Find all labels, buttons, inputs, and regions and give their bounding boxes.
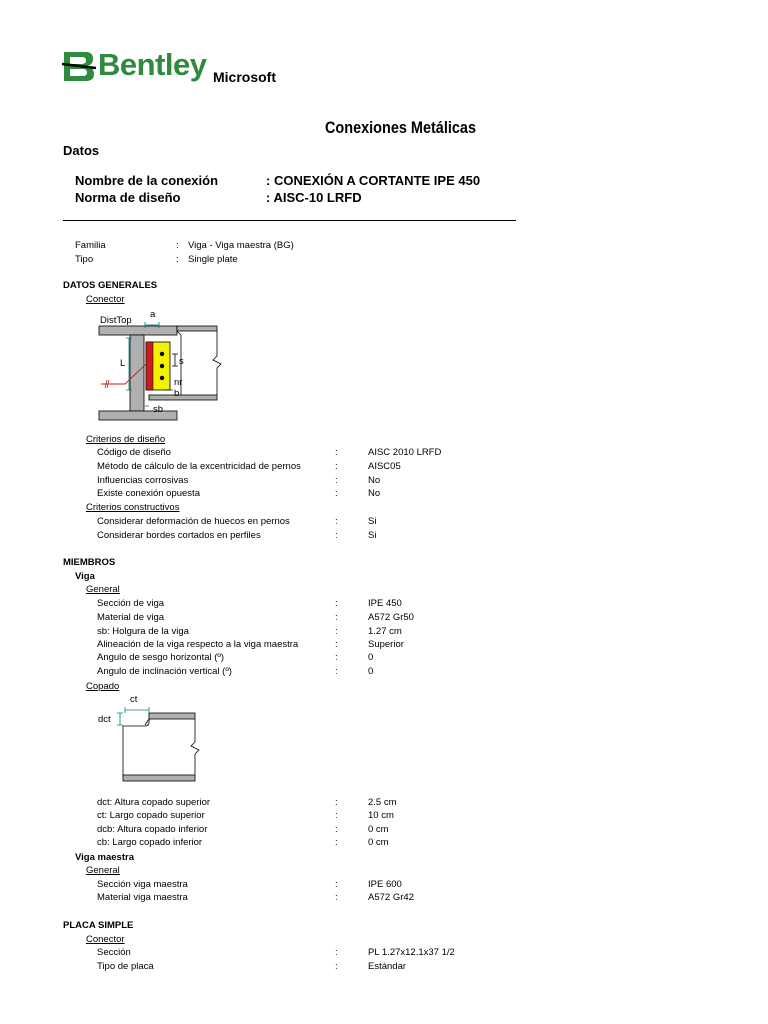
row-label: Angulo de sesgo horizontal (º) bbox=[97, 652, 225, 663]
row-value: 0 bbox=[368, 666, 374, 677]
row-label: dcb: Altura copado inferior bbox=[97, 824, 208, 835]
row-label: Material viga maestra bbox=[97, 892, 188, 903]
row-colon: : bbox=[335, 652, 338, 663]
copado-label-ct: ct bbox=[130, 694, 138, 705]
row-colon: : bbox=[335, 475, 338, 486]
viga-heading: Viga bbox=[75, 571, 95, 582]
row-value: IPE 600 bbox=[368, 879, 402, 890]
placa-conector-subheading: Conector bbox=[86, 934, 125, 945]
datos-heading: Datos bbox=[63, 143, 100, 158]
row-value: 2.5 cm bbox=[368, 797, 397, 808]
row-value: AISC 2010 LRFD bbox=[368, 447, 442, 458]
row-label: Existe conexión opuesta bbox=[97, 488, 200, 499]
row-label: cb: Largo copado inferior bbox=[97, 837, 203, 848]
row-colon: : bbox=[335, 947, 338, 958]
field-nombre-value: : CONEXIÓN A CORTANTE IPE 450 bbox=[266, 173, 481, 188]
row-label: Sección de viga bbox=[97, 598, 165, 609]
row-value: Superior bbox=[368, 639, 404, 650]
row-label: Considerar deformación de huecos en pernos bbox=[97, 516, 290, 527]
diagram-label-nr: nr bbox=[174, 377, 183, 388]
placa-simple-heading: PLACA SIMPLE bbox=[63, 920, 134, 931]
row-colon: : bbox=[335, 612, 338, 623]
row-label: Material de viga bbox=[97, 612, 165, 623]
beam-bottom-flange bbox=[149, 395, 217, 400]
bentley-b-icon bbox=[62, 48, 96, 84]
row-label: Considerar bordes cortados en perfiles bbox=[97, 530, 261, 541]
logo-brand: Bentley bbox=[98, 47, 207, 82]
row-colon: : bbox=[335, 598, 338, 609]
general-subheading-2: General bbox=[86, 865, 120, 876]
row-value: 0 cm bbox=[368, 824, 389, 835]
row-colon: : bbox=[335, 626, 338, 637]
row-colon: : bbox=[335, 879, 338, 890]
row-colon: : bbox=[335, 961, 338, 972]
row-colon: : bbox=[335, 461, 338, 472]
field-norma-value: : AISC-10 LRFD bbox=[266, 190, 362, 205]
logo bbox=[62, 44, 322, 90]
field-norma-label: Norma de diseño bbox=[75, 190, 181, 205]
row-label: Tipo de placa bbox=[97, 961, 154, 972]
general-subheading: General bbox=[86, 584, 120, 595]
row-colon: : bbox=[335, 824, 338, 835]
criterios-constructivos-subheading: Criterios constructivos bbox=[86, 502, 180, 513]
copado-label-dct: dct bbox=[98, 714, 111, 725]
row-value: No bbox=[368, 475, 381, 486]
row-value: A572 Gr50 bbox=[368, 612, 414, 623]
row-value: AISC05 bbox=[368, 461, 401, 472]
row-label: Sección viga maestra bbox=[97, 879, 188, 890]
row-value: 0 bbox=[368, 652, 374, 663]
row-value: 0 cm bbox=[368, 837, 389, 848]
row-label: Influencias corrosivas bbox=[97, 475, 189, 486]
bolt bbox=[160, 376, 164, 380]
row-colon: : bbox=[335, 837, 338, 848]
logo-sub: Microsoft bbox=[213, 69, 276, 85]
field-nombre-label: Nombre de la conexión bbox=[75, 173, 219, 188]
row-label: ct: Largo copado superior bbox=[97, 810, 205, 821]
row-value: Estándar bbox=[368, 961, 407, 972]
row-label: Código de diseño bbox=[97, 447, 171, 458]
row-value: 10 cm bbox=[368, 810, 394, 821]
beam-top-flange bbox=[149, 713, 195, 719]
copado-subheading: Copado bbox=[86, 681, 120, 692]
row-colon: : bbox=[335, 810, 338, 821]
girder-top-flange bbox=[99, 326, 177, 335]
row-label: Sección bbox=[97, 947, 131, 958]
row-label: Método de cálculo de la excentricidad de pernos bbox=[97, 461, 301, 472]
row-label: sb: Holgura de la viga bbox=[97, 626, 189, 637]
diagram-label-s: s bbox=[179, 356, 184, 367]
row-label: Angulo de inclinación vertical (º) bbox=[97, 666, 232, 677]
bolt bbox=[160, 352, 164, 356]
row-colon: : bbox=[335, 516, 338, 527]
girder-bottom-flange bbox=[99, 411, 177, 420]
row-colon: : bbox=[335, 892, 338, 903]
page-title: Conexiones Metálicas bbox=[325, 118, 476, 137]
miembros-heading: MIEMBROS bbox=[63, 557, 116, 568]
copado-diagram bbox=[115, 698, 225, 788]
viga-maestra-heading: Viga maestra bbox=[75, 852, 134, 863]
row-colon: : bbox=[335, 488, 338, 499]
familia-sep: : bbox=[176, 240, 179, 251]
diagram-label-b: b bbox=[174, 388, 180, 399]
row-colon: : bbox=[335, 666, 338, 677]
row-colon: : bbox=[335, 530, 338, 541]
row-label: Alineación de la viga respecto a la viga maestra bbox=[97, 639, 299, 650]
bolt bbox=[160, 364, 164, 368]
diagram-label-disttop: DistTop bbox=[100, 315, 132, 326]
row-colon: : bbox=[335, 639, 338, 650]
familia-label: Familia bbox=[75, 240, 106, 251]
row-value: PL 1.27x12.1x37 1/2 bbox=[368, 947, 455, 958]
criterios-diseno-subheading: Criterios de diseño bbox=[86, 434, 166, 445]
row-value: IPE 450 bbox=[368, 598, 402, 609]
tipo-value: Single plate bbox=[188, 254, 238, 265]
row-colon: : bbox=[335, 797, 338, 808]
divider bbox=[63, 220, 516, 221]
beam-top-flange bbox=[177, 326, 217, 331]
row-value: No bbox=[368, 488, 381, 499]
row-colon: : bbox=[335, 447, 338, 458]
beam-bottom-flange bbox=[123, 775, 195, 781]
row-value: 1.27 cm bbox=[368, 626, 402, 637]
diagram-label-sb: sb bbox=[153, 404, 164, 415]
tipo-label: Tipo bbox=[75, 254, 94, 265]
tipo-sep: : bbox=[176, 254, 179, 265]
row-label: dct: Altura copado superior bbox=[97, 797, 211, 808]
conector-subheading: Conector bbox=[86, 294, 125, 305]
row-value: Si bbox=[368, 516, 377, 527]
datos-generales-heading: DATOS GENERALES bbox=[63, 280, 158, 291]
diagram-label-l: L bbox=[120, 358, 126, 369]
diagram-label-a: a bbox=[150, 309, 156, 320]
row-value: Si bbox=[368, 530, 377, 541]
familia-value: Viga - Viga maestra (BG) bbox=[188, 240, 294, 251]
row-value: A572 Gr42 bbox=[368, 892, 414, 903]
